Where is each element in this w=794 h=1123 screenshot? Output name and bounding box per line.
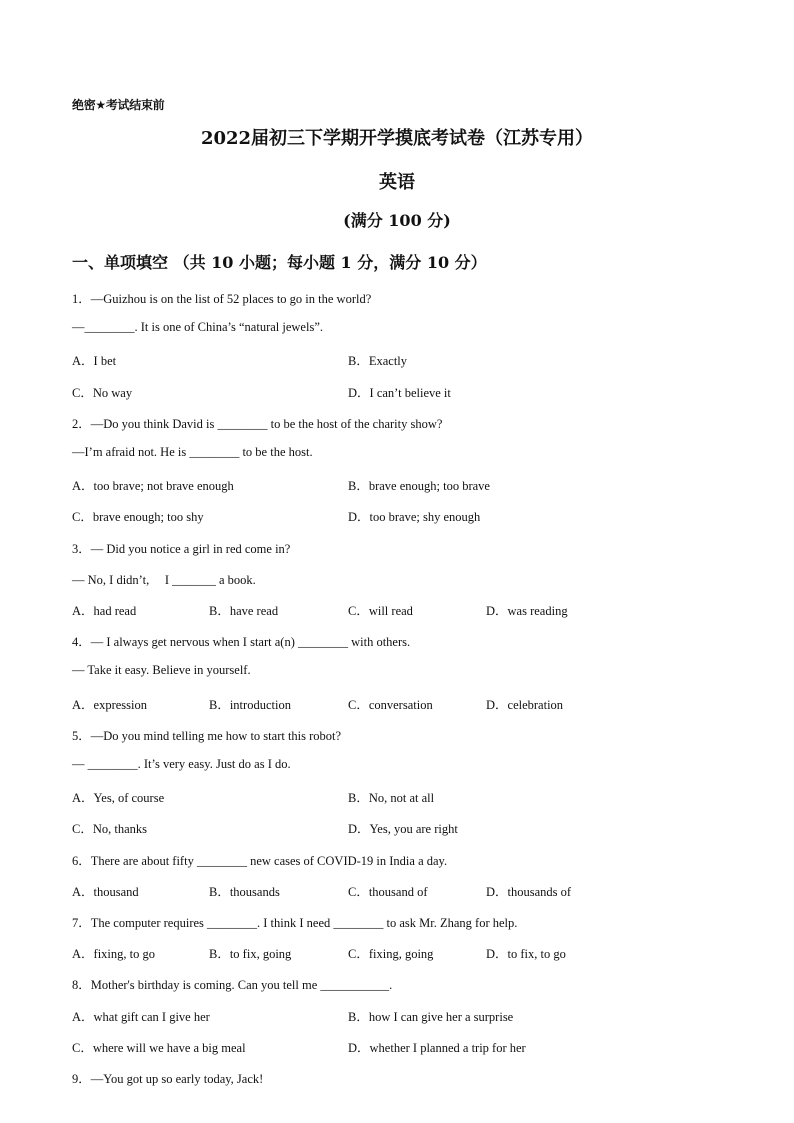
answer-option[interactable]: D．thousands of — [486, 884, 572, 899]
answer-option[interactable]: A．I bet — [72, 354, 117, 369]
answer-option[interactable]: B．introduction — [209, 697, 291, 712]
question-stem: 2．—Do you think David is ________ to be the host of the charity show? — [72, 416, 443, 431]
answer-option[interactable]: A．thousand — [72, 884, 139, 899]
answer-option[interactable]: D．too brave; shy enough — [348, 510, 481, 525]
answer-option[interactable]: A．what gift can I give her — [72, 1009, 210, 1024]
answer-option[interactable]: D．I can’t believe it — [348, 385, 451, 400]
answer-option[interactable]: D．celebration — [486, 697, 564, 712]
question-dialog-line: —________. It is one of China’s “natural jewels”. — [72, 320, 323, 335]
answer-option[interactable]: B．No, not at all — [348, 791, 435, 806]
question-stem: 4．— I always get nervous when I start a(n) ________ with others. — [72, 635, 411, 650]
answer-option[interactable]: C．where will we have a big meal — [72, 1040, 246, 1055]
question-stem: 8．Mother's birthday is coming. Can you tell me ___________. — [72, 978, 393, 993]
question-dialog-line: —I’m afraid not. He is ________ to be the host. — [72, 445, 313, 459]
question-dialog-line: — Take it easy. Believe in yourself. — [72, 663, 251, 678]
answer-option[interactable]: C．thousand of — [348, 884, 428, 899]
answer-option[interactable]: A．too brave; not brave enough — [72, 479, 234, 494]
answer-option[interactable]: A．Yes, of course — [72, 791, 165, 806]
answer-option[interactable]: C．No way — [72, 385, 133, 400]
answer-option[interactable]: A．fixing, to go — [72, 947, 155, 962]
answer-option[interactable]: D．to fix, to go — [486, 947, 566, 962]
answer-option[interactable]: D．was reading — [486, 604, 568, 618]
answer-option[interactable]: B．to fix, going — [209, 947, 292, 962]
answer-option[interactable]: B．have read — [209, 604, 279, 618]
answer-option[interactable]: B．brave enough; too brave — [348, 479, 490, 494]
question-stem: 5．—Do you mind telling me how to start this robot? — [72, 728, 342, 743]
question-stem: 6．There are about fifty ________ new cases of COVID-19 in India a day. — [72, 853, 448, 868]
question-dialog-line: — ________. It’s very easy. Just do as I do. — [72, 757, 291, 771]
question-dialog-line: — No, I didn’t, I _______ a book. — [72, 572, 256, 587]
answer-option[interactable]: C．brave enough; too shy — [72, 510, 204, 525]
answer-option[interactable]: D．whether I planned a trip for her — [348, 1040, 526, 1055]
answer-option[interactable]: C．will read — [348, 604, 413, 618]
exam-title: 2022届初三下学期开学摸底考试卷（江苏专用） — [200, 128, 594, 149]
answer-option[interactable]: C．fixing, going — [348, 947, 434, 962]
answer-option[interactable]: A．had read — [72, 604, 137, 618]
subject-title: 英语 — [379, 172, 415, 193]
answer-option[interactable]: C．conversation — [348, 697, 433, 712]
question-stem: 1．—Guizhou is on the list of 52 places to go in the world? — [72, 292, 372, 306]
answer-option[interactable]: C．No, thanks — [72, 822, 148, 837]
question-stem: 3．— Did you notice a girl in red come in? — [72, 541, 291, 556]
answer-option[interactable]: B．Exactly — [348, 354, 408, 369]
confidential-label: 绝密★考试结束前 — [72, 98, 165, 112]
question-stem: 9．—You got up so early today, Jack! — [72, 1072, 264, 1086]
answer-option[interactable]: D．Yes, you are right — [348, 822, 458, 837]
total-score: (满分 100 分) — [343, 211, 451, 230]
question-stem: 7．The computer requires ________. I think I need ________ to ask Mr. Zhang for help. — [72, 916, 518, 930]
section-heading: 一、单项填空 （共 10 小题；每小题 1 分，满分 10 分） — [72, 253, 487, 272]
answer-option[interactable]: B．thousands — [209, 884, 280, 899]
answer-option[interactable]: A．expression — [72, 697, 147, 712]
answer-option[interactable]: B．how I can give her a surprise — [348, 1009, 514, 1024]
